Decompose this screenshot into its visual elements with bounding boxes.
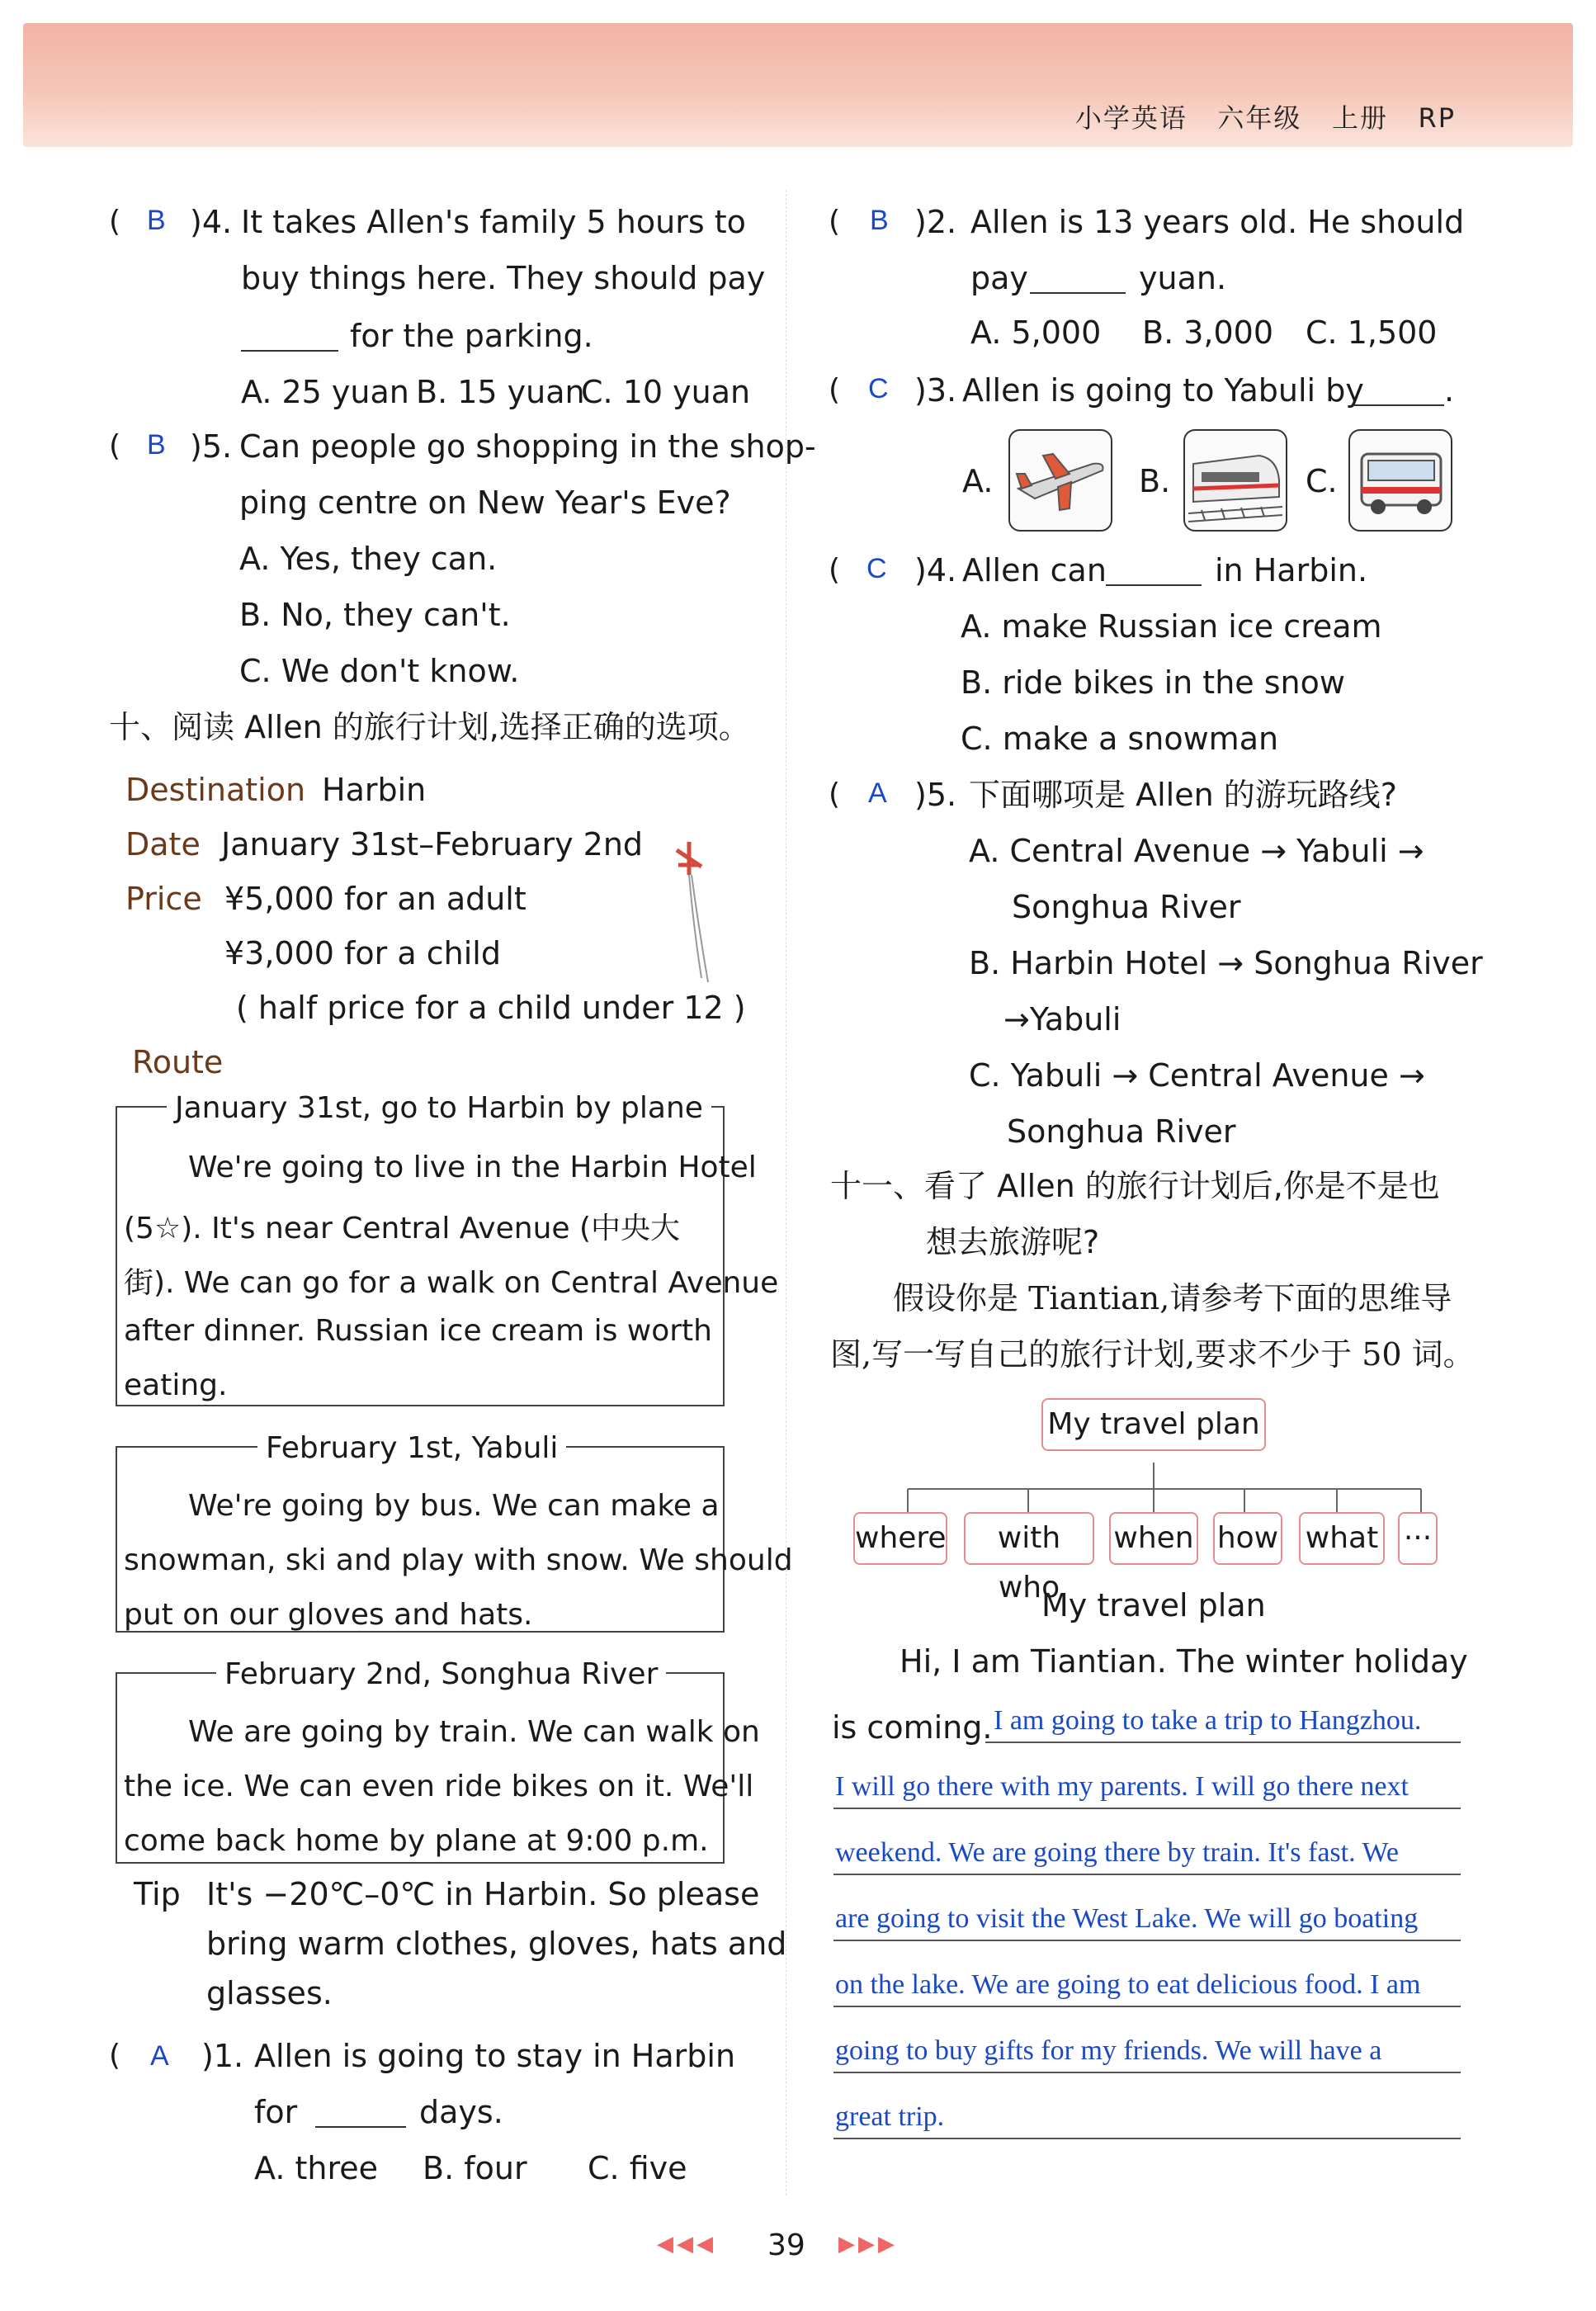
route-3-line-1: We are going by train. We can walk on [188,1715,760,1749]
grade-label: 六年级 [1217,102,1302,134]
price-label: Price [125,881,202,917]
r-q4-option-c: C. make a snowman [961,721,1279,757]
q5-option-c: C. We don't know. [239,653,520,689]
q4-paren-left: ( [109,205,121,239]
route-2-line-1: We're going by bus. We can make a [188,1489,720,1523]
r-q5-option-a-1: A. Central Avenue → Yabuli → [969,833,1424,869]
instruction-line-1: 假设你是 Tiantian,请参考下面的思维导 [893,1280,1452,1316]
write-line-7 [833,2138,1461,2139]
q4-option-c: C. 10 yuan [581,374,751,410]
r-q2-option-a: A. 5,000 [970,314,1102,351]
r-q3-blank-line: . [1353,375,1454,406]
price-child: ¥3,000 for a child [224,935,501,971]
essay-line-5: on the lake. We are going to eat delicious food. I am [835,1969,1421,2000]
q4-number: )4. [190,204,233,240]
airplane-icon [1010,431,1111,530]
volume-label: 上册 [1331,102,1388,134]
header-title [1075,97,1456,135]
route-box-3 [116,1657,760,1864]
r-q3-number: )3. [914,372,957,409]
date-label: Date [125,826,201,862]
r-q4-text-1b: in Harbin. [1215,552,1368,588]
r-q4-option-b: B. ride bikes in the snow [961,664,1345,701]
q5-text-2: ping centre on New Year's Eve? [239,484,731,521]
q4-option-b: B. 15 yuan [416,374,585,410]
q1-text-2a: for [254,2094,298,2130]
section-11-heading-1: 十一、看了 Allen 的旅行计划后,你是不是也 [830,1168,1440,1204]
q1-option-b: B. four [423,2150,527,2186]
q5-option-b: B. No, they can't. [239,597,511,633]
q1-text-2b: days. [419,2094,503,2130]
write-line-2 [833,1808,1461,1809]
q1-number: )1. [201,2038,244,2074]
q5-option-a: A. Yes, they can. [239,541,498,577]
essay-line-1: I am going to take a trip to Hangzhou. [994,1705,1422,1736]
r-q3-option-b: B. [1139,463,1171,499]
section-11-heading-2: 想去旅游呢? [926,1224,1100,1260]
train-icon [1185,431,1286,530]
route-label: Route [132,1044,224,1080]
mindmap-node-where: where [853,1512,947,1565]
r-q3-text-1: Allen is going to Yabuli by [962,372,1364,409]
page-number: 39 [767,2228,805,2262]
essay-line-2: I will go there with my parents. I will go there next [835,1771,1409,1802]
essay-line-7: great trip. [835,2101,945,2132]
essay-line-6: going to buy gifts for my friends. We will have a [835,2035,1382,2066]
q1-option-a: A. three [254,2150,379,2186]
r-q5-text-1: 下面哪项是 Allen 的游玩路线? [969,777,1397,813]
r-q2-paren-left: ( [829,205,841,239]
r-q2-text-2b: yuan. [1139,260,1227,296]
route-2-title: February 1st, Yabuli [257,1431,566,1465]
mindmap-node-how: how [1213,1512,1282,1565]
q4-blank-line [241,320,338,352]
r-q2-option-c: C. 1,500 [1306,314,1438,351]
next-arrows-icon: ▶▶▶ [838,2232,898,2257]
q1-answer: A [150,2040,169,2072]
mindmap-node-when: when [1109,1512,1198,1565]
subject-label: 小学英语 [1074,102,1188,134]
r-q4-option-a: A. make Russian ice cream [961,608,1382,645]
train-picture [1183,429,1287,532]
instruction-line-2: 图,写一写自己的旅行计划,要求不少于 50 词。 [830,1336,1475,1373]
r-q3-option-c: C. [1306,463,1338,499]
r-q4-blank-line [1106,555,1202,586]
r-q4-answer: C [866,553,887,584]
r-q2-option-b: B. 3,000 [1142,314,1274,351]
essay-intro-2: is coming. [832,1709,993,1746]
tip-line-1: It's −20℃–0℃ in Harbin. So please [206,1876,760,1912]
q4-text-3: for the parking. [350,318,593,354]
date-value: January 31st–February 2nd [221,826,644,862]
r-q3-answer: C [868,373,889,404]
r-q5-option-b-1: B. Harbin Hotel → Songhua River [969,945,1483,981]
q1-blank-line [315,2096,406,2128]
r-q5-number: )5. [914,777,957,813]
r-q2-number: )2. [914,204,957,240]
plane-picture [1008,429,1112,532]
r-q5-option-b-2: →Yabuli [1003,1001,1121,1037]
edition-label: RP [1418,102,1456,134]
q1-option-c: C. five [588,2150,687,2186]
r-q4-text-1a: Allen can [962,552,1107,588]
r-q5-option-a-2: Songhua River [1012,889,1241,925]
route-1-title: January 31st, go to Harbin by plane [167,1091,711,1125]
q4-option-a: A. 25 yuan [241,374,409,410]
r-q3-paren-left: ( [829,373,841,407]
mindmap-node-more: ··· [1398,1512,1438,1565]
route-1-line-4: after dinner. Russian ice cream is worth [124,1314,712,1348]
write-line-3 [833,1874,1461,1875]
q5-paren-left: ( [109,429,121,463]
airplane-doodle-icon [644,825,726,990]
write-line-6 [833,2072,1461,2073]
r-q4-paren-left: ( [829,553,841,587]
route-1-line-1: We're going to live in the Harbin Hotel [188,1151,757,1184]
route-2-line-3: put on our gloves and hats. [124,1598,533,1632]
r-q2-text-2a: pay [970,260,1028,296]
route-box-2 [116,1431,793,1633]
route-box-1 [116,1091,779,1406]
essay-title: My travel plan [1041,1587,1266,1623]
r-q2-blank-line [1030,262,1126,294]
r-q3-option-a: A. [962,463,994,499]
essay-line-3: weekend. We are going there by train. It's fast. We [835,1837,1399,1868]
route-1-line-2: (5☆). It's near Central Avenue (中央大 [124,1212,681,1245]
mindmap-root: My travel plan [1041,1398,1266,1451]
write-line-5 [833,2006,1461,2007]
r-q5-option-c-2: Songhua River [1007,1113,1236,1150]
q4-answer: B [147,205,166,236]
q1-text-1: Allen is going to stay in Harbin [254,2038,736,2074]
price-note: ( half price for a child under 12 ) [236,990,746,1026]
section-10-heading: 十、阅读 Allen 的旅行计划,选择正确的选项。 [109,709,750,745]
route-1-line-3: 街). We can go for a walk on Central Avenue [124,1266,779,1300]
mindmap-node-what: what [1299,1512,1385,1565]
r-q5-answer: A [868,777,887,809]
destination-label: Destination [125,772,306,808]
q5-text-1: Can people go shopping in the shop- [239,428,816,465]
tip-line-3: glasses. [206,1975,333,2011]
q5-answer: B [147,429,166,461]
q5-number: )5. [190,428,233,465]
write-line-4 [833,1940,1461,1941]
route-2-line-2: snowman, ski and play with snow. We should [124,1543,793,1577]
essay-intro-1: Hi, I am Tiantian. The winter holiday [900,1643,1468,1680]
bus-icon [1350,431,1451,530]
r-q5-paren-left: ( [829,777,841,811]
r-q2-answer: B [870,205,889,236]
route-1-line-5: eating. [124,1368,228,1402]
route-3-line-3: come back home by plane at 9:00 p.m. [124,1824,709,1858]
prev-arrows-icon: ◀◀◀ [657,2232,716,2257]
write-line-1 [985,1742,1461,1743]
q4-text-1: It takes Allen's family 5 hours to [241,204,746,240]
tip-line-2: bring warm clothes, gloves, hats and [206,1926,787,1962]
r-q5-option-c-1: C. Yabuli → Central Avenue → [969,1057,1425,1094]
price-adult: ¥5,000 for an adult [224,881,526,917]
tip-label: Tip [134,1876,181,1912]
q4-text-2: buy things here. They should pay [241,260,766,296]
route-3-line-2: the ice. We can even ride bikes on it. We'll [124,1770,754,1803]
route-3-title: February 2nd, Songhua River [216,1657,666,1691]
essay-line-4: are going to visit the West Lake. We will go boating [835,1903,1419,1934]
bus-picture [1348,429,1452,532]
r-q4-number: )4. [914,552,957,588]
q1-paren-left: ( [109,2039,121,2072]
r-q2-text-1: Allen is 13 years old. He should [970,204,1465,240]
destination-value: Harbin [322,772,427,808]
mindmap-node-with-who: with who [964,1512,1094,1565]
